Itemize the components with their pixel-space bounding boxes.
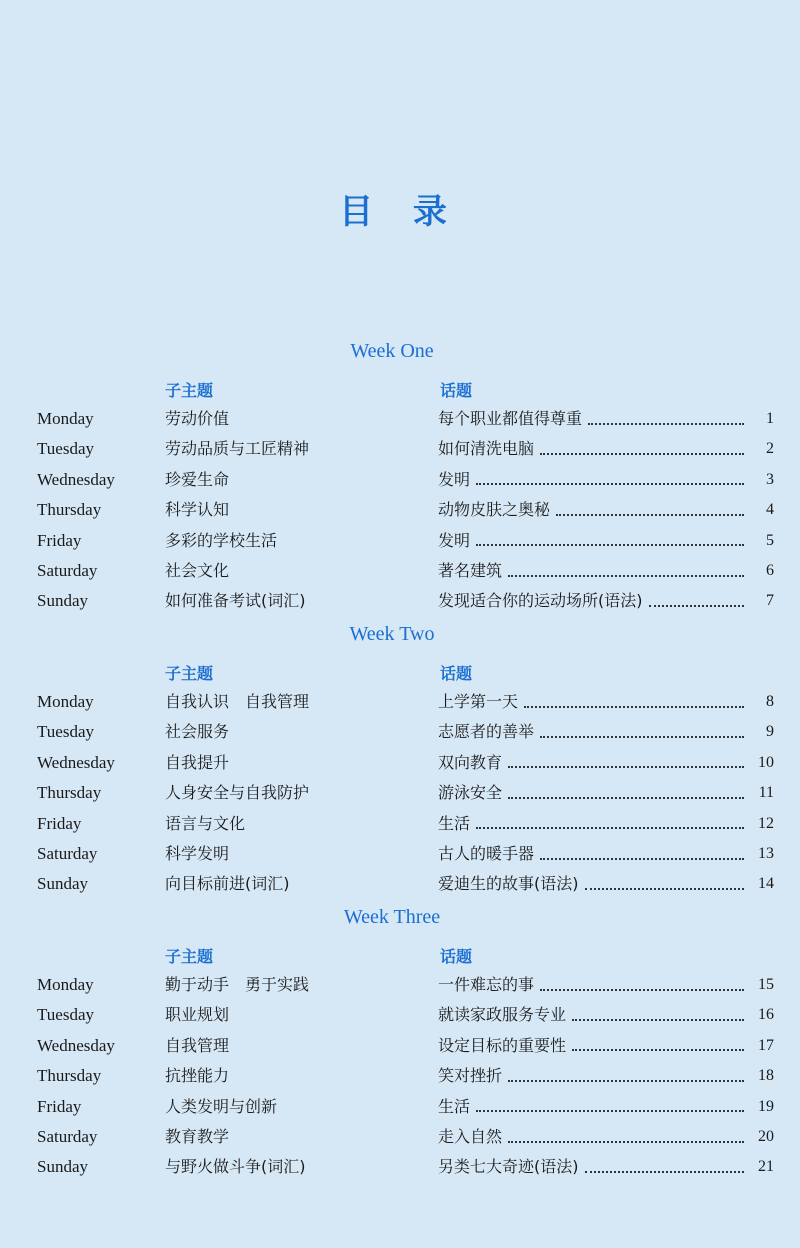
dot-leader [508,1138,744,1143]
toc-entry[interactable] [0,560,800,590]
subtheme-label: 向目标前进(词汇) [165,874,290,894]
toc-entry[interactable] [0,752,800,782]
dot-leader [524,703,744,708]
day-label: Sunday [37,874,88,894]
topic-with-leader [438,1096,744,1118]
toc-entry[interactable] [0,974,800,1004]
subtheme-label: 如何准备考试(词汇) [165,591,306,611]
day-label: Saturday [37,1127,98,1146]
toc-entry[interactable] [0,499,800,529]
dot-leader [572,1046,744,1051]
page-title: 目 录 [339,192,461,232]
dot-leader [540,986,744,991]
dot-leader [508,1077,744,1082]
topic-with-leader [438,1156,744,1178]
toc-entry[interactable] [0,469,800,499]
subtheme-label: 教育教学 [165,1127,230,1146]
day-label: Friday [37,1096,82,1116]
subtheme-label: 社会服务 [165,722,230,742]
subtheme-label: 自我提升 [165,752,230,772]
topic-column-header: 话题 [440,664,473,683]
topic-label: 设定目标的重要性 [438,1035,567,1055]
toc-entry[interactable] [0,1096,800,1126]
toc-entry[interactable] [0,691,800,721]
topic-with-leader [438,438,744,460]
day-label: Tuesday [37,722,94,742]
page-number: 14 [758,875,774,893]
dot-leader [585,1168,745,1173]
topic-with-leader [438,752,744,774]
day-label: Monday [37,692,94,711]
topic-with-leader [438,530,744,552]
subtheme-label: 珍爱生命 [165,469,230,489]
topic-with-leader [438,1035,744,1057]
day-label: Wednesday [37,469,115,489]
page-number: 11 [758,784,774,802]
page-number: 7 [766,592,774,610]
subtheme-label: 劳动价值 [165,409,230,428]
topic-label: 发现适合你的运动场所(语法) [438,591,643,611]
subtheme-label: 自我管理 [165,1035,230,1055]
dot-leader [508,763,744,768]
topic-label: 志愿者的善举 [438,722,535,742]
subtheme-label: 人身安全与自我防护 [165,783,310,803]
toc-entry[interactable] [0,530,800,560]
topic-with-leader [438,499,744,521]
day-label: Sunday [37,591,88,611]
page-number: 9 [766,723,774,741]
day-label: Saturday [37,844,98,863]
dot-leader [476,480,744,485]
subtheme-label: 多彩的学校生活 [165,530,278,550]
subtheme-label: 社会文化 [165,561,230,580]
toc-entry[interactable] [0,1035,800,1065]
day-label: Thursday [37,500,102,520]
page-number: 10 [758,753,774,771]
dot-leader [649,602,745,607]
dot-leader [585,885,745,890]
topic-with-leader [438,469,744,491]
topic-label: 上学第一天 [438,692,519,711]
subtheme-column-header: 子主题 [165,381,214,400]
toc-entry[interactable] [0,1004,800,1034]
topic-with-leader [438,782,744,804]
toc-entry[interactable] [0,843,800,873]
dot-leader [476,824,744,829]
topic-with-leader [438,1004,744,1026]
topic-with-leader [438,721,744,743]
subtheme-label: 与野火做斗争(词汇) [165,1157,306,1177]
topic-with-leader [438,1126,744,1148]
topic-label: 走入自然 [438,1127,503,1146]
dot-leader [556,511,744,516]
topic-with-leader [438,408,744,430]
toc-entry[interactable] [0,721,800,751]
page-number: 4 [766,501,774,519]
dot-leader [476,541,744,546]
dot-leader [588,420,744,425]
day-label: Saturday [37,561,98,580]
week-heading: Week Three [343,906,441,928]
dot-leader [540,733,744,738]
toc-entry[interactable] [0,1156,800,1186]
week-heading: Week Two [349,623,435,645]
subtheme-column-header: 子主题 [165,664,214,683]
day-label: Monday [37,409,94,428]
toc-entry[interactable] [0,1065,800,1095]
subtheme-label: 劳动品质与工匠精神 [165,439,310,459]
topic-label: 生活 [438,1096,471,1116]
day-label: Sunday [37,1157,88,1177]
topic-label: 笑对挫折 [438,1066,503,1086]
topic-label: 就读家政服务专业 [438,1005,567,1025]
topic-column-header: 话题 [440,381,473,400]
page-number: 17 [758,1036,774,1054]
subtheme-label: 勤于动手 勇于实践 [165,975,310,994]
topic-with-leader [438,873,744,895]
dot-leader [508,794,744,799]
topic-with-leader [438,1065,744,1087]
page-number: 20 [758,1128,774,1145]
topic-with-leader [438,974,744,996]
day-label: Monday [37,975,94,994]
topic-label: 一件难忘的事 [438,975,535,994]
toc-entry[interactable] [0,813,800,843]
page-number: 3 [766,470,774,488]
topic-label: 如何清洗电脑 [438,439,535,459]
topic-column-header: 话题 [440,947,473,966]
subtheme-label: 科学发明 [165,844,230,863]
topic-label: 动物皮肤之奥秘 [438,500,551,520]
topic-label: 古人的暖手器 [438,844,535,863]
page-number: 6 [766,562,774,579]
day-label: Friday [37,813,82,833]
dot-leader [572,1016,744,1021]
subtheme-label: 自我认识 自我管理 [165,692,310,711]
page-number: 18 [758,1067,774,1085]
dot-leader [508,572,744,577]
dot-leader [540,450,744,455]
toc-entry[interactable] [0,873,800,903]
topic-label: 另类七大奇迹(语法) [438,1157,579,1177]
page-number: 2 [766,440,774,458]
page-number: 12 [758,814,774,832]
topic-label: 著名建筑 [438,561,503,580]
toc-entry[interactable] [0,408,800,438]
topic-with-leader [438,590,744,612]
page-number: 16 [758,1006,774,1024]
page-number: 13 [758,845,774,862]
topic-label: 发明 [438,530,471,550]
day-label: Wednesday [37,1035,115,1055]
topic-with-leader [438,691,744,713]
topic-label: 发明 [438,469,471,489]
topic-label: 每个职业都值得尊重 [438,409,583,428]
topic-label: 游泳安全 [438,783,503,803]
week-heading: Week One [350,340,434,362]
page-number: 8 [766,693,774,710]
page-number: 21 [758,1158,774,1176]
subtheme-label: 语言与文化 [165,813,246,833]
topic-label: 爱迪生的故事(语法) [438,874,579,894]
day-label: Thursday [37,1066,102,1086]
subtheme-label: 人类发明与创新 [165,1096,278,1116]
day-label: Friday [37,530,82,550]
day-label: Tuesday [37,439,94,459]
dot-leader [540,855,744,860]
topic-with-leader [438,843,744,865]
page-number: 1 [766,410,774,427]
toc-entry[interactable] [0,1126,800,1156]
subtheme-label: 职业规划 [165,1005,230,1025]
page-number: 19 [758,1097,774,1115]
dot-leader [476,1107,744,1112]
day-label: Tuesday [37,1005,94,1025]
toc-entry[interactable] [0,438,800,468]
toc-entry[interactable] [0,590,800,620]
subtheme-column-header: 子主题 [165,947,214,966]
topic-label: 双向教育 [438,752,503,772]
page-number: 5 [766,531,774,549]
subtheme-label: 抗挫能力 [165,1066,230,1086]
page-number: 15 [758,976,774,993]
topic-with-leader [438,560,744,582]
topic-label: 生活 [438,813,471,833]
day-label: Wednesday [37,752,115,772]
subtheme-label: 科学认知 [165,500,230,520]
topic-with-leader [438,813,744,835]
toc-entry[interactable] [0,782,800,812]
day-label: Thursday [37,783,102,803]
